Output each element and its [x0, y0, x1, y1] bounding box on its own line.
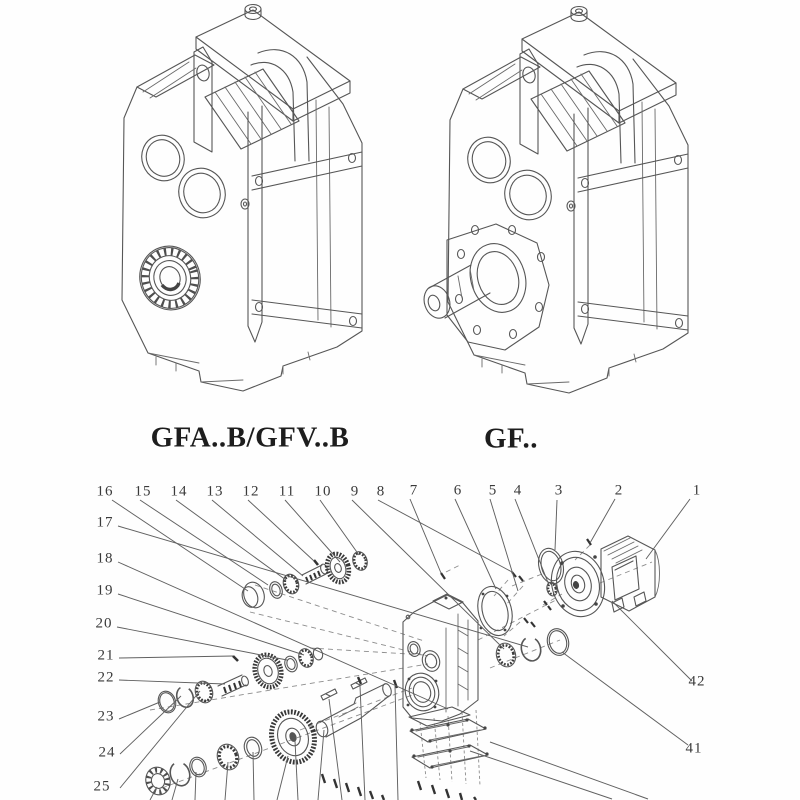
cover-bolts-left: [322, 774, 384, 800]
flange-bolt-holes: [456, 226, 545, 339]
callout-8: 8: [376, 483, 386, 500]
callout-3: 3: [554, 482, 564, 499]
callout-2: 2: [614, 482, 624, 499]
callout-23: 23: [97, 708, 115, 725]
callout-6: 6: [453, 482, 463, 499]
callout-25: 25: [93, 778, 111, 795]
callout-4: 4: [513, 482, 523, 499]
callout-11: 11: [278, 483, 296, 500]
callout-12: 12: [242, 483, 260, 500]
figure-label-right: GF..: [483, 422, 539, 455]
callout-5: 5: [488, 482, 498, 499]
input-shaft-parts: [240, 550, 370, 611]
callout-14: 14: [170, 483, 188, 500]
callout-24: 24: [98, 744, 116, 761]
callout-7: 7: [409, 482, 419, 499]
callout-22: 22: [97, 669, 115, 686]
callout-9: 9: [350, 483, 360, 500]
bolt-axis-lines: [420, 710, 480, 786]
exploded-view: [112, 499, 692, 800]
callout-41: 41: [685, 740, 703, 757]
gasket-and-cover: [410, 718, 489, 800]
gearbox-right-drawing: [420, 7, 688, 394]
callout-13: 13: [206, 483, 224, 500]
gasket-bolts: [418, 781, 476, 800]
callout-1: 1: [692, 482, 702, 499]
callout-10: 10: [314, 483, 332, 500]
figure-label-left: GFA..B/GFV..B: [150, 421, 350, 454]
gearbox-left-drawing: [122, 5, 362, 392]
callout-19: 19: [96, 582, 114, 599]
callout-18: 18: [96, 550, 114, 567]
callout-20: 20: [95, 615, 113, 632]
callout-16: 16: [96, 483, 114, 500]
housing: [400, 594, 478, 726]
callout-17: 17: [96, 514, 114, 531]
callout-42: 42: [688, 673, 706, 690]
callout-15: 15: [134, 483, 152, 500]
callout-21: 21: [97, 647, 115, 664]
